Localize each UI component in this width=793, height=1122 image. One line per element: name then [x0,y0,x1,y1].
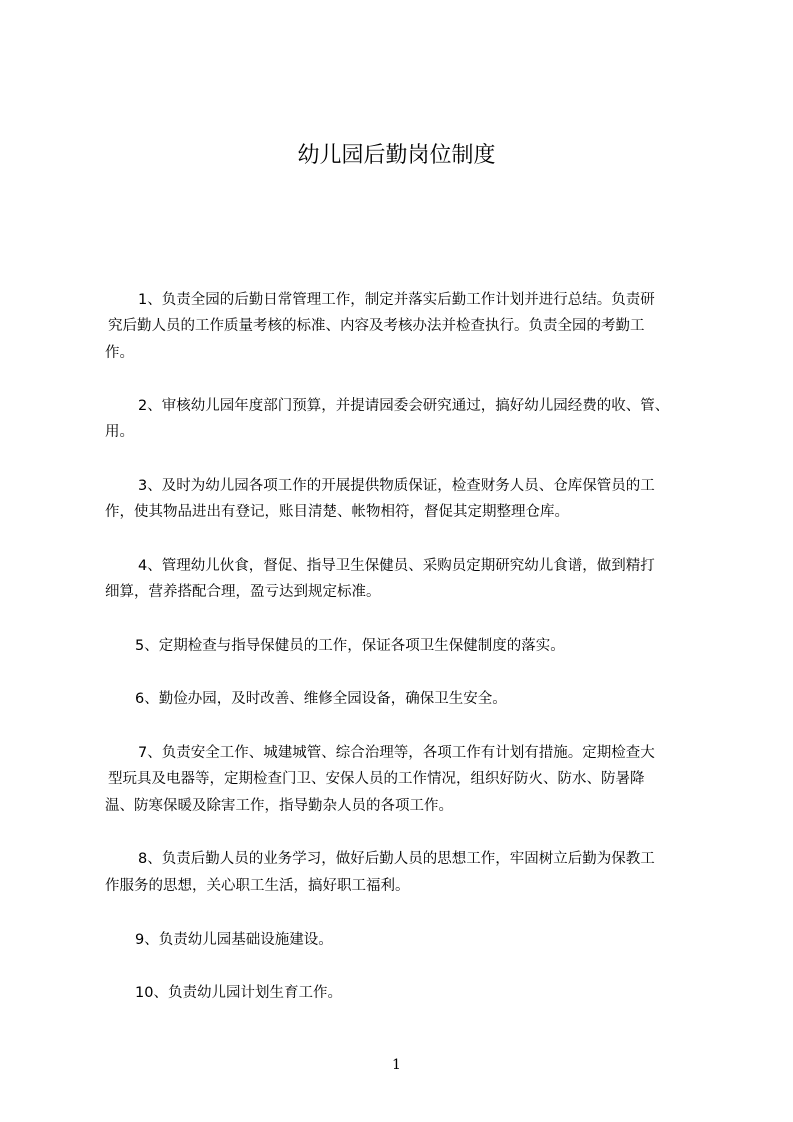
item-1-line-3: 作。 [105,345,134,361]
item-7-line-2: 型玩具及电器等，定期检查门卫、安保人员的工作情况，组织好防火、防水、防暑降 [108,771,645,787]
item-4-line-1: 4、管理幼儿伙食，督促、指导卫生保健员、采购员定期研究幼儿食谱，做到精打 [138,558,655,574]
item-2-line-2: 用。 [105,424,134,440]
item-10-line-1: 10、负责幼儿园计划生育工作。 [135,985,342,1001]
item-5-line-1: 5、定期检查与指导保健员的工作，保证各项卫生保健制度的落实。 [135,638,565,654]
document-title: 幼儿园后勤岗位制度 [297,143,496,168]
item-4-line-2: 细算，营养搭配合理，盈亏达到规定标准。 [105,584,381,600]
item-3-line-2: 作，使其物品进出有登记，账目清楚、帐物相符，督促其定期整理仓库。 [105,504,569,520]
item-9-line-1: 9、负责幼儿园基础设施建设。 [135,932,333,948]
item-7-line-3: 温、防寒保暖及除害工作，指导勤杂人员的各项工作。 [105,798,453,814]
item-6-line-1: 6、勤俭办园，及时改善、维修全园设备，确保卫生安全。 [135,691,507,707]
item-2-line-1: 2、审核幼儿园年度部门预算，并提请园委会研究通过，搞好幼儿园经费的收、管、 [138,398,670,414]
page-number: 1 [392,1057,401,1073]
item-7-line-1: 7、负责安全工作、城建城管、综合治理等，各项工作有计划有措施。定期检查大 [138,745,655,761]
item-8-line-1: 8、负责后勤人员的业务学习，做好后勤人员的思想工作，牢固树立后勤为保教工 [138,851,655,867]
item-3-line-1: 3、及时为幼儿园各项工作的开展提供物质保证，检查财务人员、仓库保管员的工 [138,478,655,494]
item-1-line-1: 1、负责全园的后勤日常管理工作，制定并落实后勤工作计划并进行总结。负责研 [138,292,655,308]
item-8-line-2: 作服务的思想，关心职工生活，搞好职工福利。 [105,878,410,894]
item-1-line-2: 究后勤人员的工作质量考核的标准、内容及考核办法并检查执行。负责全园的考勤工 [108,318,645,334]
